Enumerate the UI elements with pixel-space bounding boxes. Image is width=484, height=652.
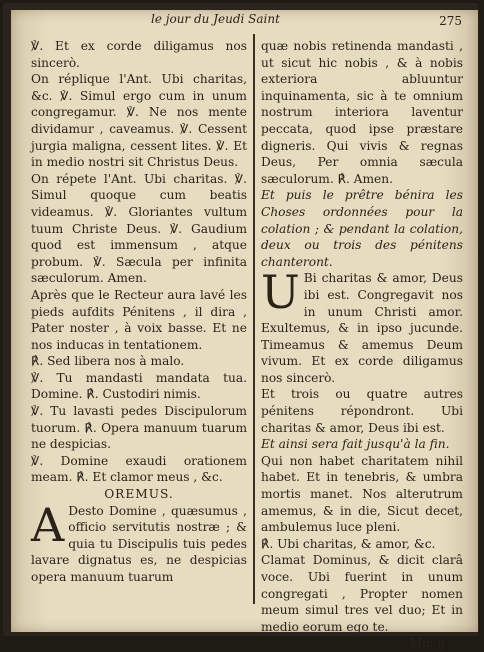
versicle: ℣. Et ex corde diligamus nos sincerò. <box>31 39 247 70</box>
hymn-paragraph <box>261 265 463 386</box>
drop-cap: A <box>31 497 65 552</box>
book-page <box>11 10 478 651</box>
hymn-text: Bi charitas & amor, Deus ibi est. Congregavit nos in unum Christi amor. Exultemus, & in ipso jucunde. Timeamus & amemus Deum vivum. Et ex corde diligamus nos sincerò. <box>261 271 463 385</box>
page-number: 275 <box>439 14 462 28</box>
signature-mark: Mm ij <box>409 636 445 651</box>
oremus-heading: OREMUS. <box>104 487 174 502</box>
rubric-paragraph: Et trois ou quatre autres pénitens répondront. Ubi charitas & amor, Deus ibi est. <box>261 387 463 435</box>
left-column <box>31 38 247 586</box>
antiphon-repeat: On réplique l'Ant. Ubi charitas, &c. ℣. Simul ergo cum in unum congregamur. ℣. Ne nos mente dividamur , caveamus. ℣. Cessent jurgia maligna, cessent lites. ℣. Et in medio nostri sit Christus Deus. <box>31 72 247 170</box>
versicle: ℣. Tu mandasti mandata tua. Domine. ℟. Custodiri nimis. <box>31 370 247 402</box>
prayer-paragraph <box>31 497 247 586</box>
hymn-stanza: Qui non habet charitatem nihil habet. Et in tenebris, & umbra mortis manet. Nos alterutrum amemus, & in die, Sicut decet, ambulemus luce pleni. <box>261 453 463 535</box>
hymn-stanza: Clamat Dominus, & dicit clarâ voce. Ubi fuerint in unum congregati , Propter nomen meum simul tres vel duo; Et in medio eorum ego te. <box>261 553 463 634</box>
versicle: ℣. Domine exaudi orationem meam. ℟. Et clamor meus , &c. <box>31 453 247 485</box>
prayer-continuation: quæ nobis retinenda mandasti , ut sicut hic nobis , & à nobis exteriora abluuntur inquinamenta, sic à te omnium nostrum interiora laventur peccata, quod ipse præstare digneris. Qui vivis & regnas Deus, Per omnia sæcula sæculorum. ℟. Amen. <box>261 39 463 186</box>
column-divider <box>253 34 255 604</box>
running-title: le jour du Jeudi Saint <box>151 12 280 26</box>
response: ℟. Sed libera nos à malo. <box>31 354 185 369</box>
photo-frame <box>3 3 479 651</box>
page-header <box>11 12 478 32</box>
response: ℟. Ubi charitas, & amor, &c. <box>261 536 436 551</box>
rubric-paragraph: Et puis le prêtre bénira les Choses ordonnées pour la colation ; & pendant la colation, deux ou trois des pénitens chanteront. <box>261 188 463 269</box>
versicle: ℣. Tu lavasti pedes Discipulorum tuorum. ℟. Opera manuum tuarum ne despicias. <box>31 404 247 452</box>
antiphon-repeat: On répete l'Ant. Ubi charitas. ℣. Simul quoque cum beatis videamus. ℣. Gloriantes vultum tuum Christe Deus. ℣. Gaudium quod est immensum , atque probum. ℣. Sæcula per infinita sæculorum. Amen. <box>31 171 247 286</box>
right-column <box>261 38 463 652</box>
prayer-text: Desto Domine , quæsumus , officio servitutis nostræ ; & quia tu Discipulis tuis pedes lavare dignatus es, ne despicias opera manuum tuarum <box>31 503 247 584</box>
drop-cap: U <box>261 265 300 320</box>
rubric-line: Et ainsi sera fait jusqu'à la fin. <box>261 437 450 452</box>
rubric-paragraph: Après que le Recteur aura lavé les pieds aufdits Pénitens , il dira , Pater noster , à voix basse. Et ne nos inducas in tentationem. <box>31 287 247 352</box>
